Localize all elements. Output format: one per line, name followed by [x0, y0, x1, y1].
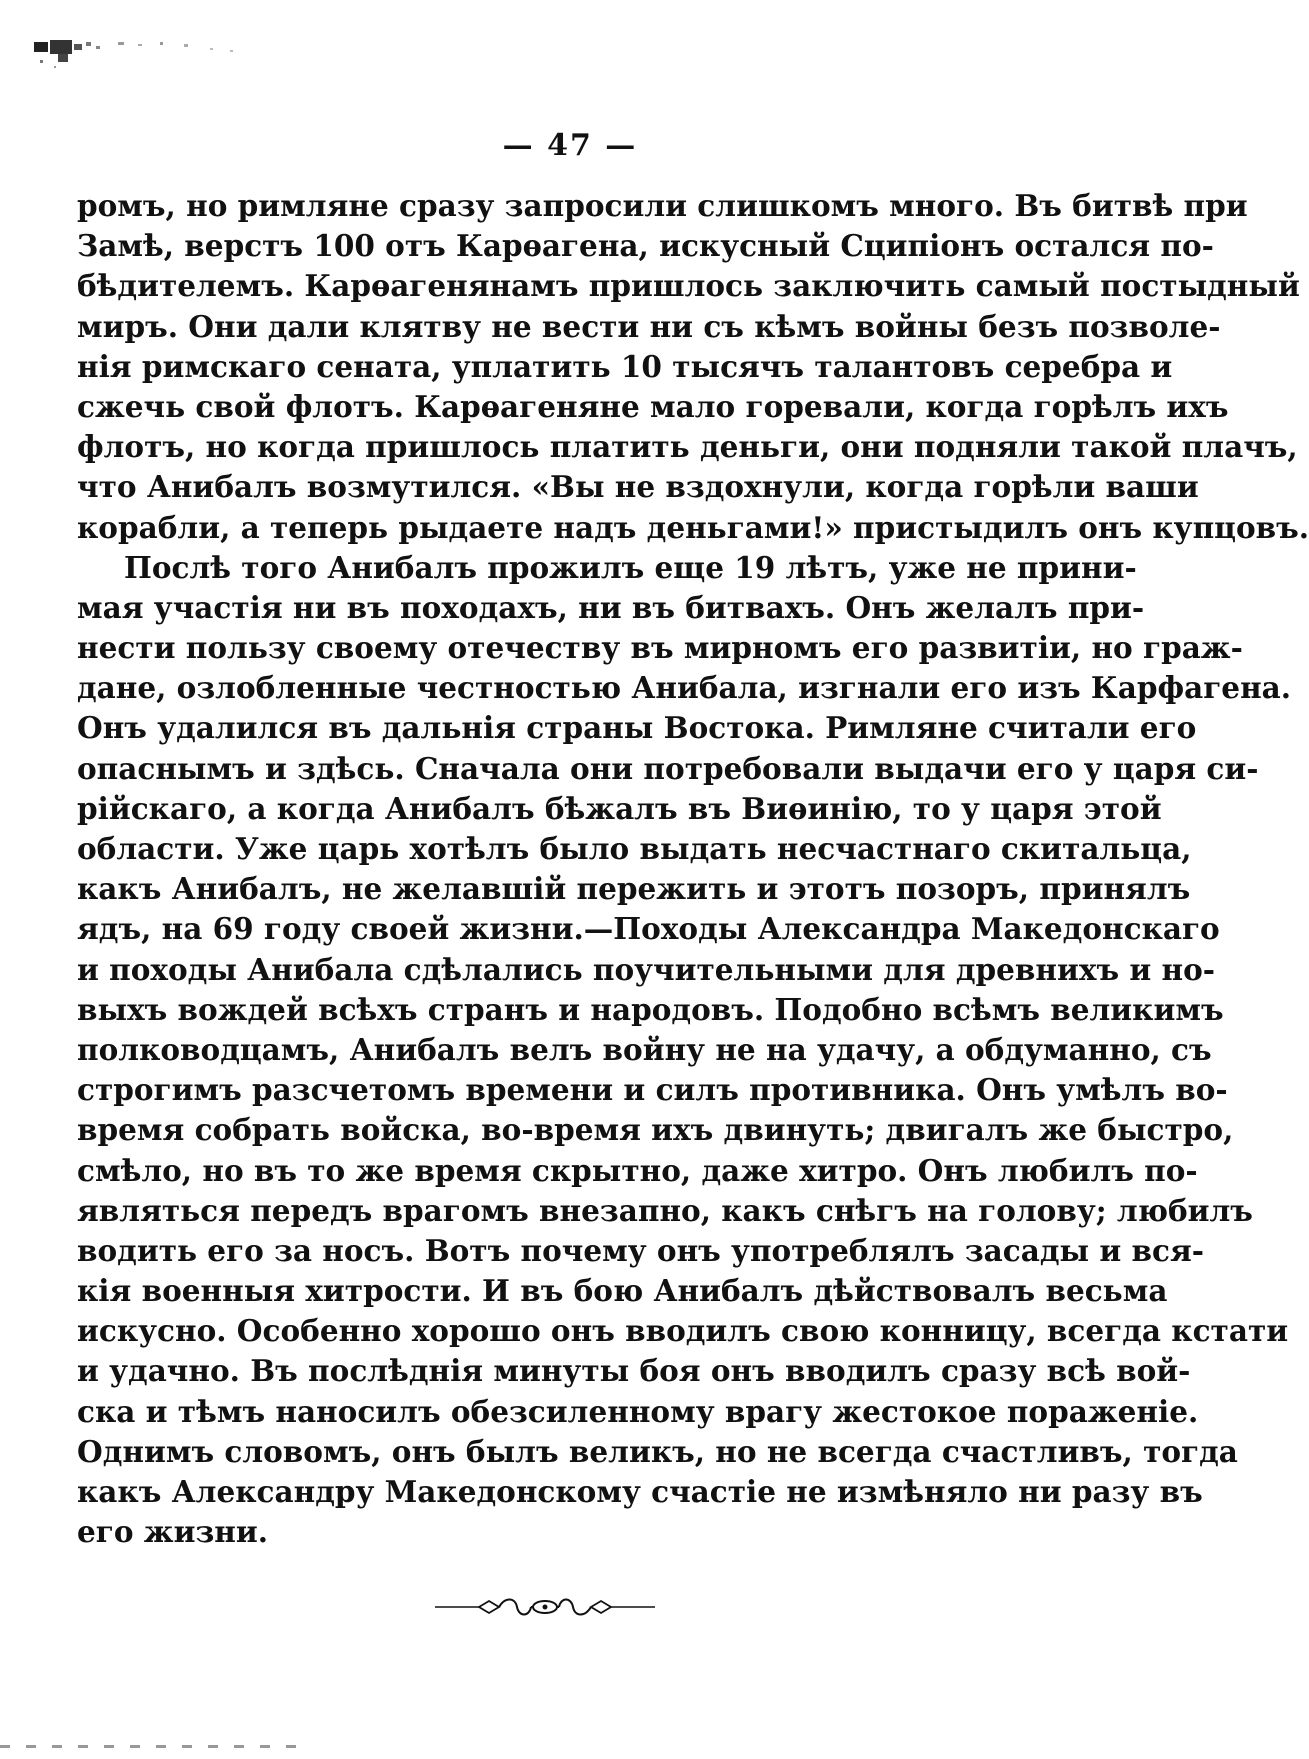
text-line: полководцамъ, Анибалъ велъ войну не на удачу, а обдуманно, съ	[77, 1031, 1212, 1067]
text-line: Замѣ, верстъ 100 отъ Карѳагена, искусный Сципіонъ остался по-	[77, 228, 1214, 264]
text-line: рійскаго, а когда Анибалъ бѣжалъ въ Виѳинію, то у царя этой	[77, 790, 1162, 826]
text-line: ромъ, но римляне сразу запросили слишкомъ много. Въ битвѣ при	[77, 188, 1248, 223]
text-line: искусно. Особенно хорошо онъ вводилъ свою конницу, всегда кстати	[77, 1313, 1289, 1349]
page-number: — 47 —	[502, 128, 638, 163]
text-line: нія римскаго сената, уплатить 10 тысячъ талантовъ серебра и	[77, 348, 1173, 384]
text-line: выхъ вождей всѣхъ странъ и народовъ. Подобно всѣмъ великимъ	[77, 991, 1224, 1027]
text-line: нести пользу своему отечеству въ мирномъ его развитіи, но граж-	[77, 630, 1243, 666]
text-line: ядъ, на 69 году своей жизни.—Походы Александра Македонскаго	[77, 911, 1220, 947]
text-line: смѣло, но въ то же время скрытно, даже хитро. Онъ любилъ по-	[77, 1152, 1198, 1188]
text-line: что Анибалъ возмутился. «Вы не вздохнули, когда горѣли ваши	[77, 469, 1199, 505]
body-text	[77, 186, 1309, 1552]
flourish-divider-icon	[435, 1592, 655, 1622]
text-line: и походы Анибала сдѣлались поучительными для древнихъ и но-	[77, 951, 1216, 987]
text-line: Послѣ того Анибалъ прожилъ еще 19 лѣтъ, уже не прини-	[124, 549, 1137, 585]
text-line: строгимъ разсчетомъ времени и силъ противника. Онъ умѣлъ во-	[77, 1072, 1228, 1108]
text-line: корабли, а теперь рыдаете надъ деньгами!» пристыдилъ онъ купцовъ.	[77, 509, 1309, 545]
text-line: и удачно. Въ послѣднія минуты боя онъ вводилъ сразу всѣ вой-	[77, 1353, 1191, 1389]
text-line: Онъ удалился въ дальнія страны Востока. Римляне считали его	[77, 710, 1197, 746]
text-line: области. Уже царь хотѣлъ было выдать несчастнаго скитальца,	[77, 831, 1192, 866]
text-line: ска и тѣмъ наносилъ обезсиленному врагу жестокое пораженіе.	[77, 1393, 1199, 1429]
text-line: миръ. Они дали клятву не вести ни съ кѣмъ войны безъ позволе-	[77, 308, 1221, 344]
paragraph	[77, 548, 1292, 1553]
text-line: его жизни.	[77, 1514, 269, 1550]
text-line: кія военныя хитрости. И въ бою Анибалъ дѣйствовалъ весьма	[77, 1273, 1168, 1309]
text-line: дане, озлобленные честностью Анибала, изгнали его изъ Карфагена.	[77, 670, 1292, 706]
paragraph	[77, 186, 1309, 548]
scan-marks-icon	[0, 1742, 320, 1752]
text-line: сжечь свой флотъ. Карѳагеняне мало горевали, когда горѣлъ ихъ	[77, 388, 1229, 424]
text-line: являться передъ врагомъ внезапно, какъ снѣгъ на голову; любилъ	[77, 1192, 1253, 1228]
print-smudge-icon	[34, 38, 254, 78]
text-line: какъ Анибалъ, не желавшій пережить и этотъ позоръ, принялъ	[77, 871, 1191, 907]
text-line: флотъ, но когда пришлось платить деньги, они подняли такой плачъ,	[77, 429, 1298, 465]
text-line: бѣдителемъ. Карѳагенянамъ пришлось заключить самый постыдный	[77, 268, 1300, 304]
text-line: время собрать войска, во-время ихъ двинуть; двигалъ же быстро,	[77, 1112, 1234, 1148]
text-line: водить его за носъ. Вотъ почему онъ употреблялъ засады и вся-	[77, 1232, 1205, 1268]
text-line: какъ Александру Македонскому счастіе не измѣняло ни разу въ	[77, 1474, 1203, 1509]
text-line: мая участія ни въ походахъ, ни въ битвахъ. Онъ желалъ при-	[77, 589, 1145, 625]
text-line: опаснымъ и здѣсь. Сначала они потребовали выдачи его у царя си-	[77, 750, 1259, 786]
text-line: Однимъ словомъ, онъ былъ великъ, но не всегда счастливъ, тогда	[77, 1433, 1238, 1469]
